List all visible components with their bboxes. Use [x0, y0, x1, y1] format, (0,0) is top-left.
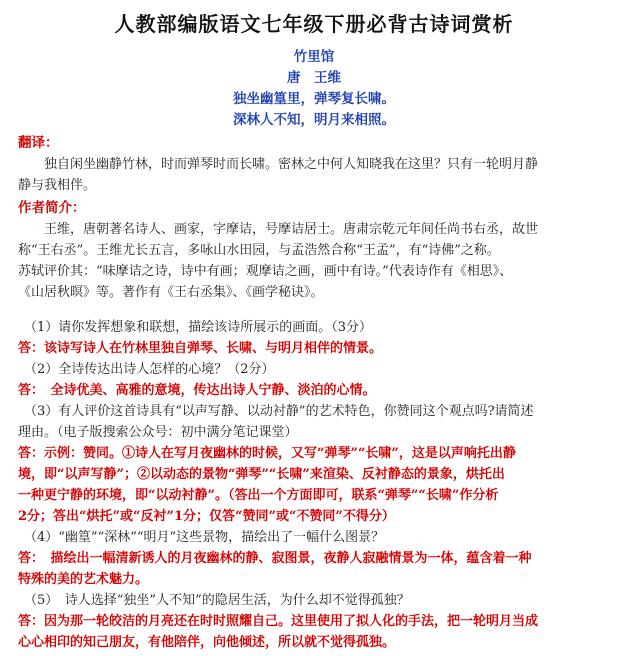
spacer — [18, 303, 610, 317]
answer-4: 答： 描绘出一幅清新诱人的月夜幽林的静、寂图景，夜静人寂融情景为一体，蕴含着一种 — [18, 551, 532, 566]
translation-label: 翻译： — [18, 135, 59, 151]
author-intro-label: 作者简介： — [18, 200, 86, 216]
poem-block — [18, 47, 610, 131]
answer-2: 答： 全诗优美、高雅的意境，传达出诗人宁静、淡泊的心情。 — [18, 383, 376, 398]
poem-title: 竹里馆 — [293, 49, 335, 65]
author-intro-line: 称“王右丞”。王维尤长五言，多咏山水田园，与孟浩然合称“王孟”，有“诗佛”之称。 — [18, 243, 500, 258]
author-intro-line: 王维，唐朝著名诗人、画家，字摩诘，号摩诘居士。唐肃宗乾元年间任尚书右丞，故世 — [44, 222, 539, 237]
poem-author: 唐 王维 — [287, 70, 341, 86]
answer-3-cont: 一种更宁静的环境，即“以动衬静”。（答出一个方面即可，联系“弹琴”“长啸”作分析 — [18, 488, 499, 503]
translation-line: 静与我相伴。 — [18, 178, 97, 193]
author-intro-line: 苏轼评价其：“味摩诘之诗，诗中有画；观摩诘之画，画中有诗。”代表诗作有《相思》、 — [18, 264, 513, 279]
answer-1: 答：该诗写诗人在竹林里独自弹琴、长啸、与明月相伴的情景。 — [18, 341, 383, 356]
author-intro-line: 《山居秋暝》等。著作有《王右丞集》、《画学秘诀》。 — [18, 285, 324, 300]
answer-5-cont: 心心相印的知己朋友，有他陪伴，向他倾述，所以就不觉得孤独。 — [18, 635, 396, 650]
poem-line: 深林人不知，明月来相照。 — [233, 112, 395, 128]
question-5: （5） 诗人选择“独坐”人不知”的隐居生活，为什么却不觉得孤独？ — [24, 593, 410, 608]
question-1: （1）请你发挥想象和联想，描绘该诗所展示的画面。（3分） — [24, 320, 373, 335]
question-4: （4）“幽篁”“深林”“明月”这些景物，描绘出了一幅什么图景？ — [24, 530, 385, 545]
question-3: （3）有人评价这首诗具有“以声写静、以动衬静”的艺术特色，你赞同这个观点吗?请简述 — [24, 404, 534, 419]
translation-text — [18, 154, 610, 196]
qa-section — [18, 317, 610, 653]
answer-5: 答：因为那一轮皎洁的月亮还在时时照耀自己。这里使用了拟人化的手法，把一轮明月当成 — [18, 614, 539, 629]
author-intro-text — [18, 219, 610, 303]
answer-3-cont: 2分；答出“烘托”或“反衬”1分；仅答“赞同”或“不赞同”不得分） — [18, 509, 395, 524]
answer-3-cont: 境，即“以声写静”；②以动态的景物“弹琴”“长啸”来渲染、反衬静态的景象，烘托出 — [18, 467, 505, 482]
answer-3: 答：示例：赞同。①诗人在写月夜幽林的时候，又写“弹琴”“长啸”，这是以声响托出静 — [18, 446, 516, 461]
question-3-cont: 理由。（电子版搜索公众号：初中满分笔记课堂） — [18, 425, 298, 440]
document-title: 人教部编版语文七年级下册必背古诗词赏析 — [114, 12, 514, 36]
translation-line: 独自闲坐幽静竹林，时而弹琴时而长啸。密林之中何人知晓我在这里？只有一轮明月静 — [44, 157, 539, 172]
poem-line: 独坐幽篁里，弹琴复长啸。 — [233, 91, 395, 107]
answer-4-cont: 特殊的美的艺术魅力。 — [18, 572, 149, 587]
question-2: （2）全诗传达出诗人怎样的心境？（2分） — [24, 362, 275, 377]
